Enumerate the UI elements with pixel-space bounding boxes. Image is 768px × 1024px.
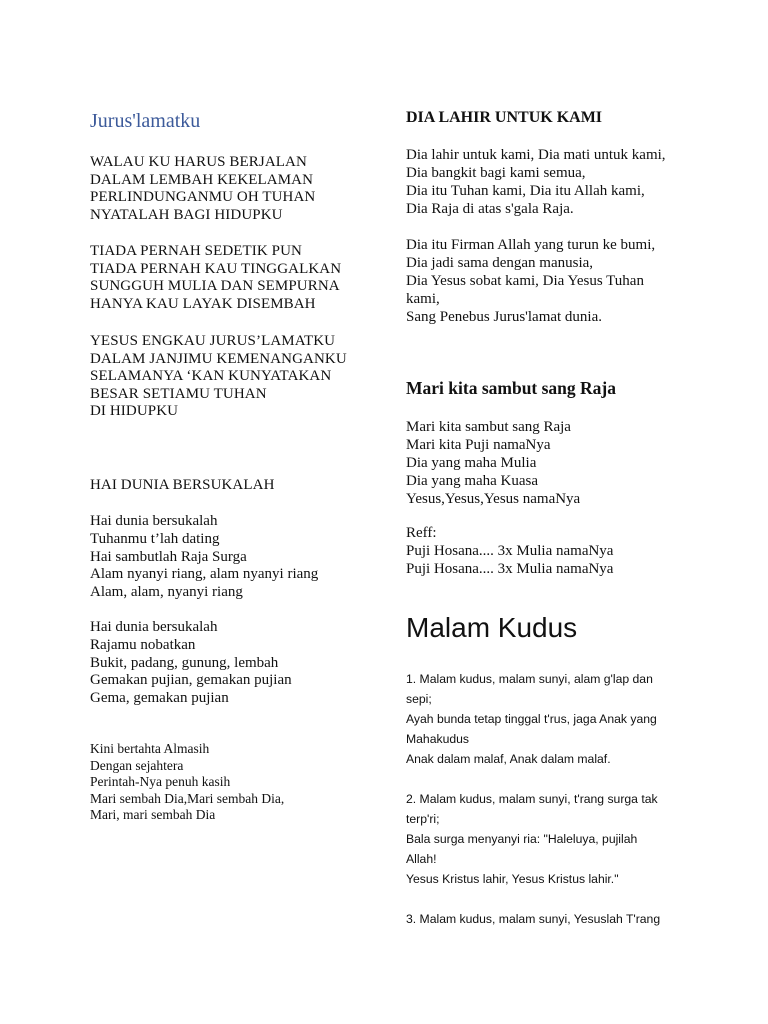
lyric-line: Ayah bunda tetap tinggal t'rus, jaga Anak yang <box>406 712 657 726</box>
malam-kudus-verse-2 <box>406 789 658 889</box>
lyric-line: Hai sambutlah Raja Surga <box>90 548 247 565</box>
lyric-line: Mari, mari sembah Dia <box>90 807 216 822</box>
lyric-line: PERLINDUNGANMU OH TUHAN <box>90 189 316 206</box>
lyric-line: Dia Raja di atas s'gala Raja. <box>406 201 574 217</box>
malam-kudus-verse-1 <box>406 669 657 769</box>
lyric-line: Bala surga menyanyi ria: "Haleluya, pujilah <box>406 832 638 846</box>
song-title-malam-kudus: Malam Kudus <box>406 612 578 643</box>
lyric-line: Dia itu Firman Allah yang turun ke bumi, <box>406 237 656 253</box>
lyric-line: Yesus Kristus lahir, Yesus Kristus lahir." <box>406 872 619 886</box>
stanza-5 <box>90 619 292 708</box>
lyric-line: Allah! <box>406 852 437 866</box>
lyric-line: Dia itu Tuhan kami, Dia itu Allah kami, <box>406 183 645 199</box>
lyric-line: Hai dunia bersukalah <box>90 619 218 635</box>
lyric-line: Dia bangkit bagi kami semua, <box>406 165 586 181</box>
lyric-line: Dengan sejahtera <box>90 757 184 773</box>
lyric-line: Gema, gemakan pujian <box>90 690 229 707</box>
lyric-line: Mari kita Puji namaNya <box>406 437 551 453</box>
lyric-line: Puji Hosana.... 3x Mulia namaNya <box>406 543 614 559</box>
lyric-line: Dia jadi sama dengan manusia, <box>406 255 594 271</box>
lyric-line: Dia Yesus sobat kami, Dia Yesus Tuhan <box>406 273 644 289</box>
stanza-2 <box>90 243 341 313</box>
stanza-3 <box>90 333 347 421</box>
lyric-line: NYATALAH BAGI HIDUPKU <box>90 206 283 223</box>
lyric-line: DALAM JANJIMU KEMENANGANKU <box>90 350 347 367</box>
lyric-line: Rajamu nobatkan <box>90 636 196 653</box>
malam-kudus-verse-3 <box>406 909 660 929</box>
song-title-juruslamatku: Jurus'lamatku <box>90 110 201 132</box>
song-title-mari-kita: Mari kita sambut sang Raja <box>406 378 617 398</box>
lyric-line: SUNGGUH MULIA DAN SEMPURNA <box>90 278 340 295</box>
lyric-line: TIADA PERNAH KAU TINGGALKAN <box>90 260 342 277</box>
lyric-line: Mari sembah Dia,Mari sembah Dia, <box>90 790 285 806</box>
lyric-line: Bukit, padang, gunung, lembah <box>90 654 279 671</box>
lyric-line: Alam, alam, nyanyi riang <box>90 584 243 601</box>
lyric-line: sepi; <box>406 692 432 706</box>
lyric-line: 1. Malam kudus, malam sunyi, alam g'lap dan <box>406 672 653 686</box>
lyric-line: DALAM LEMBAH KEKELAMAN <box>90 171 314 188</box>
lyric-line: 3. Malam kudus, malam sunyi, Yesuslah T'rang <box>406 912 661 926</box>
lyric-line: SELAMANYA ‘KAN KUNYATAKAN <box>90 368 332 385</box>
lyric-line: terp'ri; <box>406 812 440 826</box>
lyric-line: Yesus,Yesus,Yesus namaNya <box>406 491 581 507</box>
lyric-line: Sang Penebus Jurus'lamat dunia. <box>406 309 603 325</box>
lyric-line: YESUS ENGKAU JURUS’LAMATKU <box>90 333 336 349</box>
lyric-line: Puji Hosana.... 3x Mulia namaNya <box>406 561 614 577</box>
lyric-line: BESAR SETIAMU TUHAN <box>90 385 267 402</box>
lyric-line: Tuhanmu t’lah dating <box>90 530 220 547</box>
song-title-hai-dunia: HAI DUNIA BERSUKALAH <box>90 477 275 493</box>
stanza-r2 <box>406 236 655 326</box>
lyric-line: Reff: <box>406 525 437 541</box>
lyric-line: Dia yang maha Mulia <box>406 455 537 471</box>
lyric-line: HANYA KAU LAYAK DISEMBAH <box>90 295 316 312</box>
lyric-line: Mahakudus <box>406 732 470 746</box>
refrain <box>406 524 613 578</box>
lyric-line: Dia lahir untuk kami, Dia mati untuk kami, <box>406 147 666 163</box>
lyric-line: Dia yang maha Kuasa <box>406 473 539 489</box>
lyric-line: 2. Malam kudus, malam sunyi, t'rang surga tak <box>406 792 658 806</box>
lyric-line: DI HIDUPKU <box>90 403 179 420</box>
stanza-4 <box>90 513 318 602</box>
stanza-r1 <box>406 146 666 218</box>
lyric-line: Gemakan pujian, gemakan pujian <box>90 672 292 689</box>
stanza-1 <box>90 154 315 224</box>
lyric-line: Anak dalam malaf, Anak dalam malaf. <box>406 752 611 766</box>
stanza-6 <box>90 741 284 824</box>
lyric-line: TIADA PERNAH SEDETIK PUN <box>90 243 302 259</box>
lyric-line: Hai dunia bersukalah <box>90 513 218 529</box>
lyric-line: Alam nyanyi riang, alam nyanyi riang <box>90 566 319 583</box>
song-title-dia-lahir: DIA LAHIR UNTUK KAMI <box>406 109 603 126</box>
lyric-line: Perintah-Nya penuh kasih <box>90 774 231 789</box>
stanza-r3 <box>406 418 580 508</box>
lyric-line: kami, <box>406 291 440 307</box>
lyric-line: Mari kita sambut sang Raja <box>406 419 571 435</box>
lyric-line: WALAU KU HARUS BERJALAN <box>90 154 307 170</box>
lyric-line: Kini bertahta Almasih <box>90 741 210 756</box>
